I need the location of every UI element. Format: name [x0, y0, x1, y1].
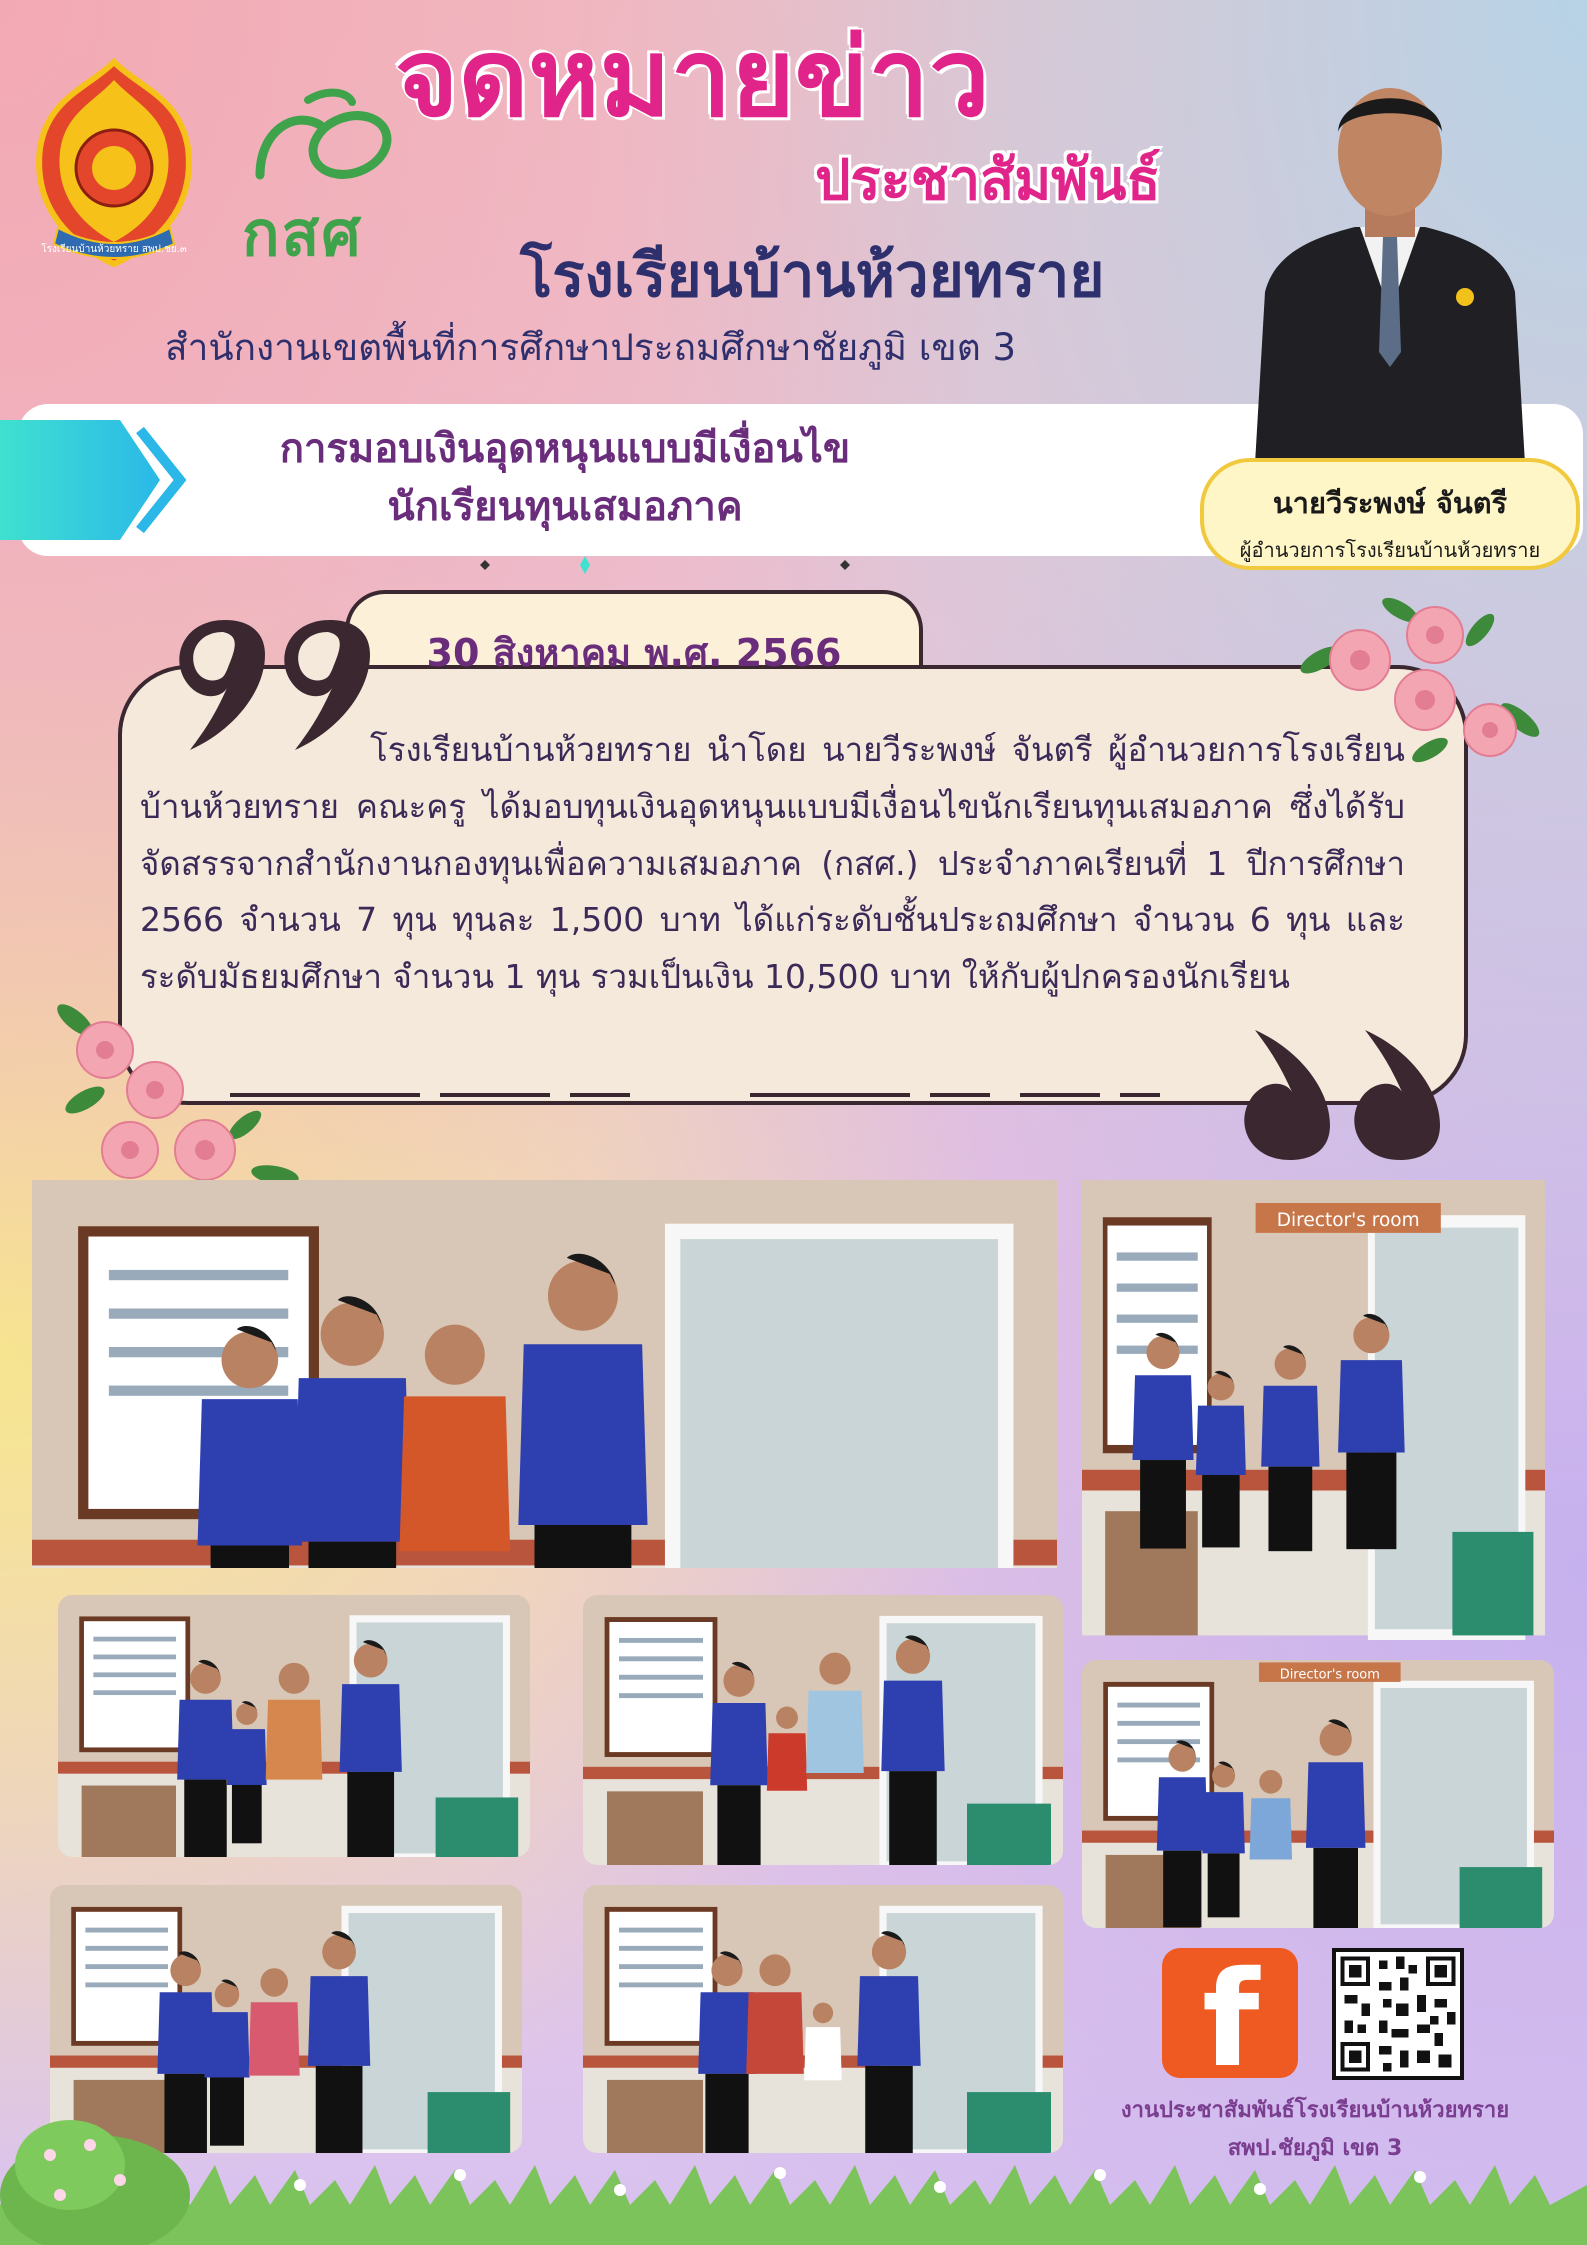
ksk-logo — [240, 80, 400, 270]
photo-row2-right — [583, 1595, 1063, 1865]
flower-decoration-top — [1280, 590, 1550, 780]
door-sign-text: Director's room — [1276, 1210, 1420, 1231]
photo-row2-left — [58, 1595, 530, 1857]
director-photo — [1255, 62, 1525, 464]
leaf-icon — [240, 80, 400, 190]
office-name: สำนักงานเขตพื้นที่การศึกษาประถมศึกษาชัยภูมิ เขต 3 — [165, 326, 1017, 369]
grass-decoration — [0, 2145, 1587, 2245]
qr-code[interactable] — [1332, 1948, 1464, 2080]
photo-main — [32, 1180, 1057, 1568]
headline-title — [150, 420, 980, 536]
newsletter-title: จดหมายข่าว — [395, 16, 990, 141]
photo-director-room-1 — [1082, 1180, 1545, 1640]
sparkle-icons — [470, 550, 870, 580]
bush-decoration — [0, 2085, 190, 2245]
facebook-icon[interactable]: f — [1162, 1948, 1298, 2078]
ksk-label: กสศ — [242, 197, 363, 270]
quote-close-icon — [1230, 1020, 1460, 1170]
seal-text: โรงเรียนบ้านห้วยทราย สพป.ชย.๓ — [41, 244, 187, 255]
divider-line — [230, 1090, 1160, 1100]
director-position: ผู้อำนวยการโรงเรียนบ้านห้วยทราย — [1239, 538, 1541, 562]
headline-line-2: นักเรียนทุนเสมอภาค — [387, 484, 743, 530]
director-name: นายวีระพงษ์ จันตรี — [1272, 486, 1508, 520]
newsletter-subtitle: ประชาสัมพันธ์ — [815, 148, 1161, 213]
article-date: 30 สิงหาคม พ.ศ. 2566 — [426, 631, 842, 675]
school-seal-logo — [28, 58, 200, 270]
footer-pr-unit: งานประชาสัมพันธ์โรงเรียนบ้านห้วยทราย — [1120, 2098, 1510, 2123]
photo-director-room-2 — [1082, 1660, 1554, 1928]
director-nameplate — [1200, 458, 1580, 570]
footer-district: สพป.ชัยภูมิ เขต 3 — [1227, 2136, 1403, 2161]
school-name: โรงเรียนบ้านห้วยทราย — [520, 241, 1105, 311]
photo-row3-right — [583, 1885, 1063, 2153]
headline-line-1: การมอบเงินอุดหนุนแบบมีเงื่อนไข — [279, 426, 851, 472]
article-body: โรงเรียนบ้านห้วยทราย นำโดย นายวีระพงษ์ จันตรี ผู้อำนวยการโรงเรียนบ้านห้วยทราย คณะครู ได้มอบทุนเงินอุดหนุนแบบมีเงื่อนไขนักเรียนทุนเสมอภาค ซึ่งได้รับจัดสรรจากสำนักงานกองทุนเพื่อความเสมอภาค (กสศ.) ประจำภาคเรียนที่ 1 ปีการศึกษา 2566 จำนวน 7 ทุน ทุนละ 1,500 บาท ได้แก่ระดับชั้นประถมศึกษา จำนวน 6 ทุน และระดับมัธยมศึกษา จำนวน 1 ทุน รวมเป็นเงิน 10,500 บาท ให้กับผู้ปกครองนักเรียน — [140, 730, 1405, 996]
door-sign-text-2: Director's room — [1279, 1667, 1380, 1683]
flower-decoration-left — [55, 1000, 325, 1190]
